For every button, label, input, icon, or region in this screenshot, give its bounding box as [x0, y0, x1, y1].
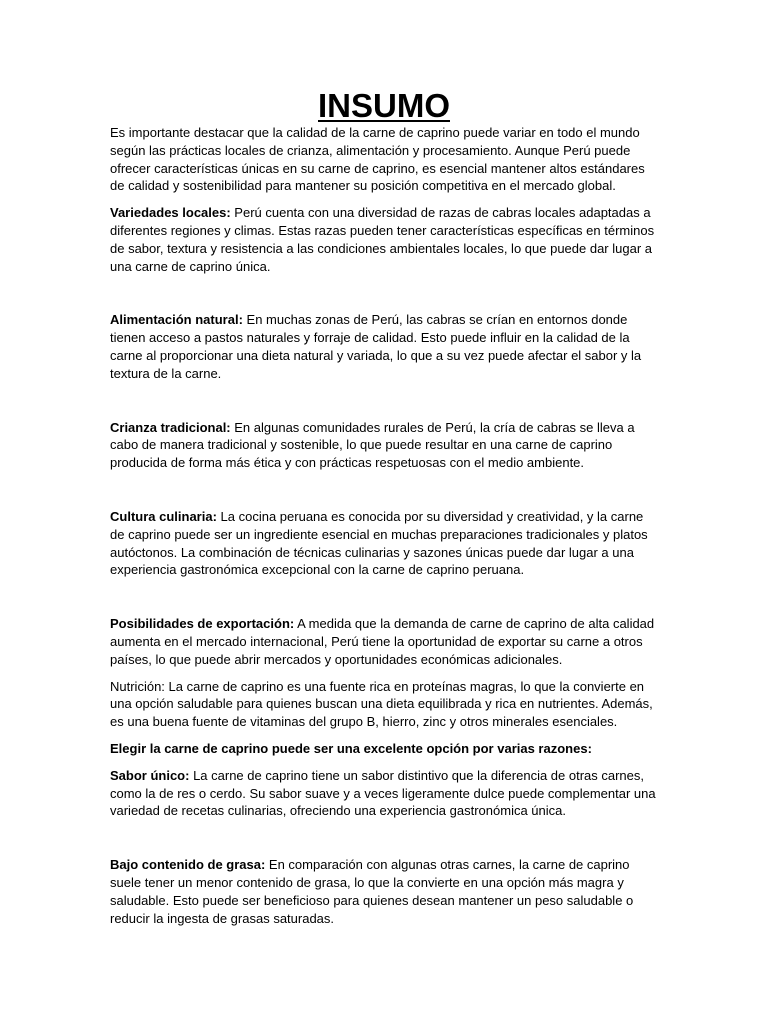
paragraph-text: Es importante destacar que la calidad de la carne de caprino puede variar en todo el mundo según las prácticas locales de crianza, alimentación y procesamiento. Aunque Perú puede ofrecer características únicas en su carne de caprino, es esencial mantener altos estándares de calidad y sostenibilidad para mantener su posición competitiva en el mercado global. — [110, 125, 645, 194]
paragraph-text: La carne de caprino tiene un sabor distintivo que la diferencia de otras carnes, como la de res o cerdo. Su sabor suave y a veces ligeramente dulce puede complementar una variedad de recetas culinarias, ofreciendo una experiencia gastronómica única. — [110, 767, 656, 819]
paragraph-lead: Bajo contenido de grasa: — [110, 857, 266, 873]
paragraph-lead: Variedades locales: — [110, 205, 231, 221]
paragraph-lead: Cultura culinaria: — [110, 508, 217, 524]
paragraph-alimentacion-natural — [110, 311, 658, 382]
paragraph-posibilidades-exportacion — [110, 615, 658, 668]
paragraph-text: Perú cuenta con una diversidad de razas de cabras locales adaptadas a diferentes regiones y climas. Estas razas pueden tener características específicas en términos de sabor, textura y resistencia a las condiciones ambientales locales, lo que puede dar lugar a una carne de caprino única. — [110, 205, 655, 274]
paragraph-text: A medida que la demanda de carne de caprino de alta calidad aumenta en el mercado internacional, Perú tiene la oportunidad de exportar su carne a otros países, lo que puede abrir mercados y oportunidades económicas adicionales. — [110, 616, 655, 667]
paragraph-crianza-tradicional — [110, 419, 658, 472]
paragraph-bajo-contenido-grasa — [110, 856, 658, 927]
paragraph-text: En algunas comunidades rurales de Perú, la cría de cabras se lleva a cabo de manera tradicional y sostenible, lo que puede resultar en una carne de caprino producida de forma más ética y con prácticas respetuosas con el medio ambiente. — [110, 419, 635, 471]
paragraph-sabor-unico — [110, 767, 658, 820]
paragraph-razones-heading — [110, 740, 658, 758]
document-title: INSUMO — [318, 87, 450, 124]
paragraph-lead: Alimentación natural: — [110, 312, 243, 328]
paragraph-text: En comparación con algunas otras carnes, la carne de caprino suele tener un menor contenido de grasa, lo que la convierte en una opción más magra y saludable. Esto puede ser beneficioso para quienes desean mantener un peso saludable o reducir la ingesta de grasas saturadas. — [110, 857, 634, 926]
paragraph-variedades-locales — [110, 204, 658, 275]
paragraph-lead: Elegir la carne de caprino puede ser una excelente opción por varias razones: — [110, 740, 592, 756]
paragraph-intro — [110, 124, 658, 195]
paragraph-text: La cocina peruana es conocida por su diversidad y creatividad, y la carne de caprino puede ser un ingrediente esencial en muchas preparaciones tradicionales y platos autóctonos. La combinación de técnicas culinarias y sazones únicas puede dar lugar a una experiencia gastronómica excepcional con la carne de caprino peruana. — [110, 508, 648, 578]
paragraph-lead: Sabor único: — [110, 767, 190, 783]
paragraph-text: Nutrición: La carne de caprino es una fuente rica en proteínas magras, lo que la convierte en una opción saludable para quienes buscan una dieta equilibrada y rica en nutrientes. Además, es una buena fuente de vitaminas del grupo B, hierro, zinc y otros minerales esenciales. — [110, 678, 653, 730]
paragraph-lead: Posibilidades de exportación: — [110, 616, 295, 632]
paragraph-text: En muchas zonas de Perú, las cabras se crían en entornos donde tienen acceso a pastos naturales y forraje de calidad. Esto puede influir en la calidad de la carne al proporcionar una dieta natural y variada, lo que a su vez puede afectar el sabor y la textura de la carne. — [110, 312, 642, 381]
paragraph-cultura-culinaria — [110, 508, 658, 579]
document-body — [110, 124, 658, 936]
paragraph-lead: Crianza tradicional: — [110, 419, 231, 435]
paragraph-nutricion — [110, 678, 658, 731]
